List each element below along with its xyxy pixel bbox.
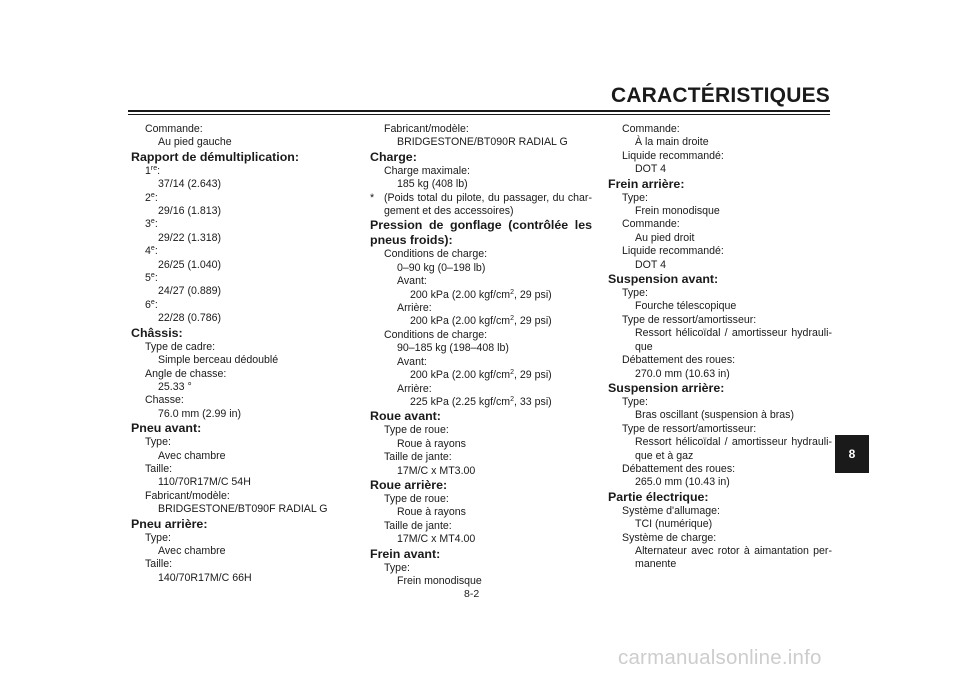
spec-value: 17M/C x MT3.00 (397, 464, 476, 477)
section-heading-chassis: Châssis: (131, 325, 183, 340)
spec-label: Type de roue: (384, 492, 449, 505)
spec-value: 25.33 ° (158, 380, 192, 393)
spec-value: Ressort hélicoïdal / amortisseur hydrauli- (635, 436, 832, 449)
spec-value: Alternateur avec rotor à aimantation per- (635, 544, 832, 557)
spec-value: 185 kg (408 lb) (397, 178, 468, 191)
spec-value: BRIDGESTONE/BT090R RADIAL G (397, 136, 568, 149)
header-rule (128, 110, 830, 112)
spec-value: 270.0 mm (10.63 in) (635, 367, 730, 380)
spec-label: Débattement des roues: (622, 354, 736, 367)
spec-value: BRIDGESTONE/BT090F RADIAL G (158, 503, 328, 516)
footnote-text-cont: gement et des accessoires) (384, 205, 514, 218)
spec-value: 140/70R17M/C 66H (158, 571, 252, 584)
section-heading-suspension-avant: Suspension avant: (608, 272, 719, 287)
page-title: CARACTÉRISTIQUES (610, 84, 830, 107)
spec-value: Frein monodisque (635, 205, 720, 218)
spec-label: Fabricant/modèle: (145, 489, 230, 502)
spec-value: 200 kPa (2.00 kgf/$cm^2$, 29 psi) (410, 288, 552, 301)
column-3 (608, 123, 832, 572)
section-heading-charge: Charge: (370, 149, 417, 164)
spec-value: 17M/C x MT4.00 (397, 533, 476, 546)
spec-value: Avec chambre (158, 449, 226, 462)
spec-label: Type: (622, 395, 648, 408)
chapter-tab[interactable] (835, 435, 869, 473)
spec-label: Commande: (622, 123, 680, 135)
gear-label: 1re: (145, 164, 161, 177)
gear-label: 3e: (145, 218, 158, 231)
footnote (370, 192, 592, 219)
gear-value: 29/16 (1.813) (158, 205, 222, 218)
spec-label: Taille de jante: (384, 451, 452, 464)
spec-value: Fourche télescopique (635, 300, 737, 313)
spec-value: DOT 4 (635, 163, 667, 176)
spec-label: Liquide recommandé: (622, 149, 724, 162)
spec-label: Conditions de charge: (384, 328, 488, 341)
spec-label: Liquide recommandé: (622, 245, 724, 258)
spec-label: Commande: (622, 218, 680, 231)
page-number: 8-2 (464, 588, 480, 600)
spec-label: Type de cadre: (145, 340, 216, 353)
section-heading-roue-arriere: Roue arrière: (370, 477, 448, 492)
section-heading-rapport: Rapport de démultiplication: (131, 149, 299, 164)
spec-label: Fabricant/modèle: (384, 123, 469, 135)
spec-value: 200 kPa (2.00 kgf/$cm^2$, 29 psi) (410, 369, 552, 382)
spec-label: Type de ressort/amortisseur: (622, 422, 757, 435)
spec-value: 76.0 mm (2.99 in) (158, 407, 242, 420)
spec-label: Type: (145, 436, 171, 449)
spec-label: Avant: (397, 355, 427, 368)
spec-label: Avant: (397, 275, 427, 288)
section-heading-pneu-arriere: Pneu arrière: (131, 516, 208, 531)
spec-label: Conditions de charge: (384, 248, 488, 261)
spec-label: Angle de chasse: (145, 367, 227, 380)
column-1 (131, 123, 331, 585)
spec-value: Au pied gauche (158, 136, 232, 149)
gear-label: 5e: (145, 272, 158, 285)
spec-label: Système d'allumage: (622, 504, 721, 517)
gear-value: 37/14 (2.643) (158, 178, 222, 191)
section-heading-frein-avant: Frein avant: (370, 546, 441, 561)
section-heading-electrique: Partie électrique: (608, 489, 709, 504)
section-heading-roue-avant: Roue avant: (370, 409, 441, 424)
spec-label: Type: (384, 561, 410, 574)
gear-value: 29/22 (1.318) (158, 231, 222, 244)
footnote-text: (Poids total du pilote, du passager, du char- (384, 191, 592, 204)
section-heading-pneu-avant: Pneu avant: (131, 421, 202, 436)
spec-label: Charge maximale: (384, 164, 470, 177)
spec-value: Simple berceau dédoublé (158, 354, 279, 367)
spec-value: À la main droite (635, 136, 709, 149)
spec-label: Type: (622, 191, 648, 204)
header-rule-thin (128, 114, 830, 115)
spec-value: Roue à rayons (397, 506, 466, 519)
spec-label: Taille: (145, 558, 173, 571)
spec-value: 265.0 mm (10.43 in) (635, 476, 730, 489)
gear-label: 2e: (145, 191, 158, 204)
chapter-tab-number: 8 (848, 447, 856, 461)
watermark-text: carmanualsonline.info (618, 646, 822, 669)
spec-label: Arrière: (397, 382, 432, 395)
spec-label: Commande: (145, 123, 203, 135)
gear-value: 24/27 (0.889) (158, 285, 222, 298)
spec-value: 110/70R17M/C 54H (158, 476, 251, 489)
spec-value: Frein monodisque (397, 574, 482, 587)
section-heading-pression-cont: pneus froids): (370, 233, 453, 248)
spec-label: Système de charge: (622, 531, 717, 544)
gear-label: 4e: (145, 245, 158, 258)
section-heading-pression: Pression de gonflage (contrôlée les (370, 218, 592, 233)
section-heading-frein-arriere: Frein arrière: (608, 176, 685, 191)
section-heading-suspension-arriere: Suspension arrière: (608, 380, 725, 395)
spec-value-cont: manente (635, 558, 677, 571)
gear-list (131, 165, 331, 326)
spec-label: Chasse: (145, 394, 184, 407)
spec-label: Type: (145, 531, 171, 544)
column-2 (370, 123, 592, 588)
spec-label: Type: (622, 287, 648, 300)
footnote-star: * (370, 191, 375, 204)
spec-value-cont: que (635, 340, 653, 353)
spec-value: Avec chambre (158, 544, 226, 557)
spec-label: Arrière: (397, 302, 432, 315)
spec-label: Type de ressort/amortisseur: (622, 313, 757, 326)
spec-value: 0–90 kg (0–198 lb) (397, 261, 486, 274)
spec-value: 200 kPa (2.00 kgf/$cm^2$, 29 psi) (410, 315, 552, 328)
spec-label: Débattement des roues: (622, 462, 736, 475)
gear-value: 26/25 (1.040) (158, 258, 222, 271)
spec-value: Bras oscillant (suspension à bras) (635, 409, 794, 422)
spec-value: Roue à rayons (397, 437, 466, 450)
gear-value: 22/28 (0.786) (158, 312, 222, 325)
spec-value: Ressort hélicoïdal / amortisseur hydrauli- (635, 327, 832, 340)
spec-value: TCI (numérique) (635, 518, 713, 531)
spec-value: 225 kPa (2.25 kgf/$cm^2$, 33 psi) (410, 395, 552, 408)
spec-value-cont: que et à gaz (635, 449, 694, 462)
spec-label: Taille de jante: (384, 519, 452, 532)
spec-label: Taille: (145, 462, 173, 475)
spec-value: 90–185 kg (198–408 lb) (397, 342, 509, 355)
spec-label: Type de roue: (384, 424, 449, 437)
gear-label: 6e: (145, 298, 158, 311)
spec-value: Au pied droit (635, 231, 695, 244)
spec-value: DOT 4 (635, 258, 667, 271)
